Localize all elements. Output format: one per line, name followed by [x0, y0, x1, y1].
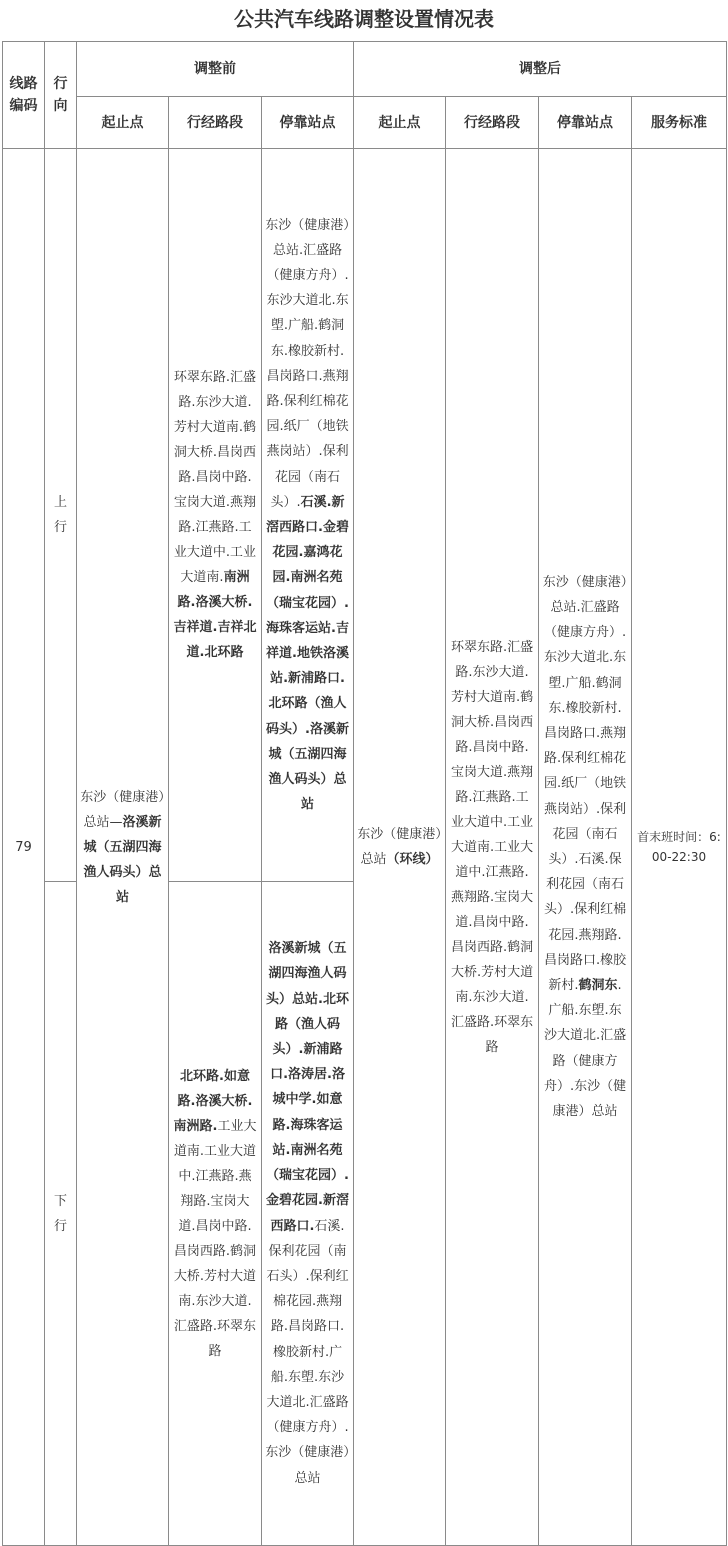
header-service: 服务标准	[632, 97, 727, 149]
header-before-endpoints: 起止点	[77, 97, 169, 149]
after-stops-part1: 东沙（健康港）总站.汇盛路（健康方舟）.东沙大道北.东塱.广船.鹤洞东.橡胶新村.昌岗路口.燕翔路.保利红棉花园.纸厂（地铁燕岗站）.保利花园（南石头）.石溪.保利花园（南石头）.保利红棉花园.燕翔路.昌岗路口.橡胶新村.	[542, 574, 628, 994]
after-stops-cell	[539, 149, 632, 1546]
down-route-cell	[169, 882, 262, 1546]
up-stops-part1: 东沙（健康港）总站.汇盛路（健康方舟）.东沙大道北.东塱.广船.鹤洞东.橡胶新村.昌岗路口.燕翔路.保利红棉花园.纸厂（地铁燕岗站）.保利花园（南石头）.	[265, 217, 350, 510]
down-route-part2: 工业大道南.工业大道中.江燕路.燕翔路.宝岗大道.昌岗中路.昌岗西路.鹤洞大桥.芳村大道南.东沙大道.汇盛路.环翠东路	[173, 1118, 257, 1359]
direction-down: 下行	[45, 882, 77, 1546]
header-after-stops: 停靠站点	[539, 97, 632, 149]
header-before-stops: 停靠站点	[262, 97, 354, 149]
down-route-part1: 北环路.如意路.洛溪大桥.南洲路.	[173, 1068, 253, 1134]
after-route-cell: 环翠东路.汇盛路.东沙大道.芳村大道南.鹤洞大桥.昌岗西路.昌岗中路.宝岗大道.燕翔路.江燕路.工业大道中.工业大道南.工业大道中.江燕路.燕翔路.宝岗大道.昌岗中路.昌岗西路.鹤洞大桥.芳村大道南.东沙大道.汇盛路.环翠东路	[446, 149, 539, 1546]
route-adjustment-table	[2, 41, 727, 1546]
down-stops-cell	[262, 882, 354, 1546]
up-route-part1: 环翠东路.汇盛路.东沙大道.芳村大道南.鹤洞大桥.昌岗西路.昌岗中路.宝岗大道.燕翔路.江燕路.工业大道中.工业大道南.	[173, 370, 257, 585]
up-route-part2: 南洲路.洛溪大桥.吉祥道.吉祥北道.北环路	[173, 570, 257, 660]
line-code-cell: 79	[3, 149, 45, 1546]
header-after-route: 行经路段	[446, 97, 539, 149]
service-standard-cell: 首末班时间：6:00-22:30	[632, 149, 727, 1546]
before-endpoints-end: 洛溪新城（五湖四海渔人码头）总站	[83, 814, 162, 905]
up-stops-part2: 石溪.新滘西路口.金碧花园.嘉鸿花园.南洲名苑（瑞宝花园）.海珠客运站.吉祥道.地铁洛溪站.新浦路口.北环路（渔人码头）.洛溪新城（五湖四海渔人码头）总站	[266, 494, 349, 813]
down-stops-part1: 洛溪新城（五湖四海渔人码头）总站.北环路（渔人码头）.新浦路口.洛涛居.洛城中学.如意路.海珠客运站.南洲名苑（瑞宝花园）.金碧花园.新滘西路口.	[266, 941, 349, 1234]
header-before: 调整前	[77, 42, 354, 97]
before-endpoints-start: 东沙（健康港）总站—	[80, 789, 165, 830]
page-title: 公共汽车线路调整设置情况表	[234, 7, 494, 31]
after-stops-part2: 鹤洞东	[578, 978, 618, 994]
header-before-route: 行经路段	[169, 97, 262, 149]
direction-up: 上行	[45, 149, 77, 882]
up-route-cell	[169, 149, 262, 882]
after-endpoints-text: 东沙（健康港）总站	[357, 827, 442, 867]
before-endpoints-cell	[77, 149, 169, 1546]
after-endpoints-cell	[354, 149, 446, 1546]
up-stops-cell	[262, 149, 354, 882]
header-after: 调整后	[354, 42, 727, 97]
down-stops-part2: 石溪.保利花园（南石头）.保利红棉花园.燕翔路.昌岗路口.橡胶新村.广船.东塱.东沙大道北.汇盛路（健康方舟）.东沙（健康港）总站	[265, 1218, 350, 1486]
header-direction: 行向	[45, 42, 77, 149]
header-line-code: 线路编码	[3, 42, 45, 149]
header-after-endpoints: 起止点	[354, 97, 446, 149]
after-endpoints-loop: （环线）	[386, 852, 439, 867]
after-stops-part3: .广船.东塱.东沙大道北.汇盛路（健康方舟）.东沙（健康港）总站	[543, 978, 627, 1120]
